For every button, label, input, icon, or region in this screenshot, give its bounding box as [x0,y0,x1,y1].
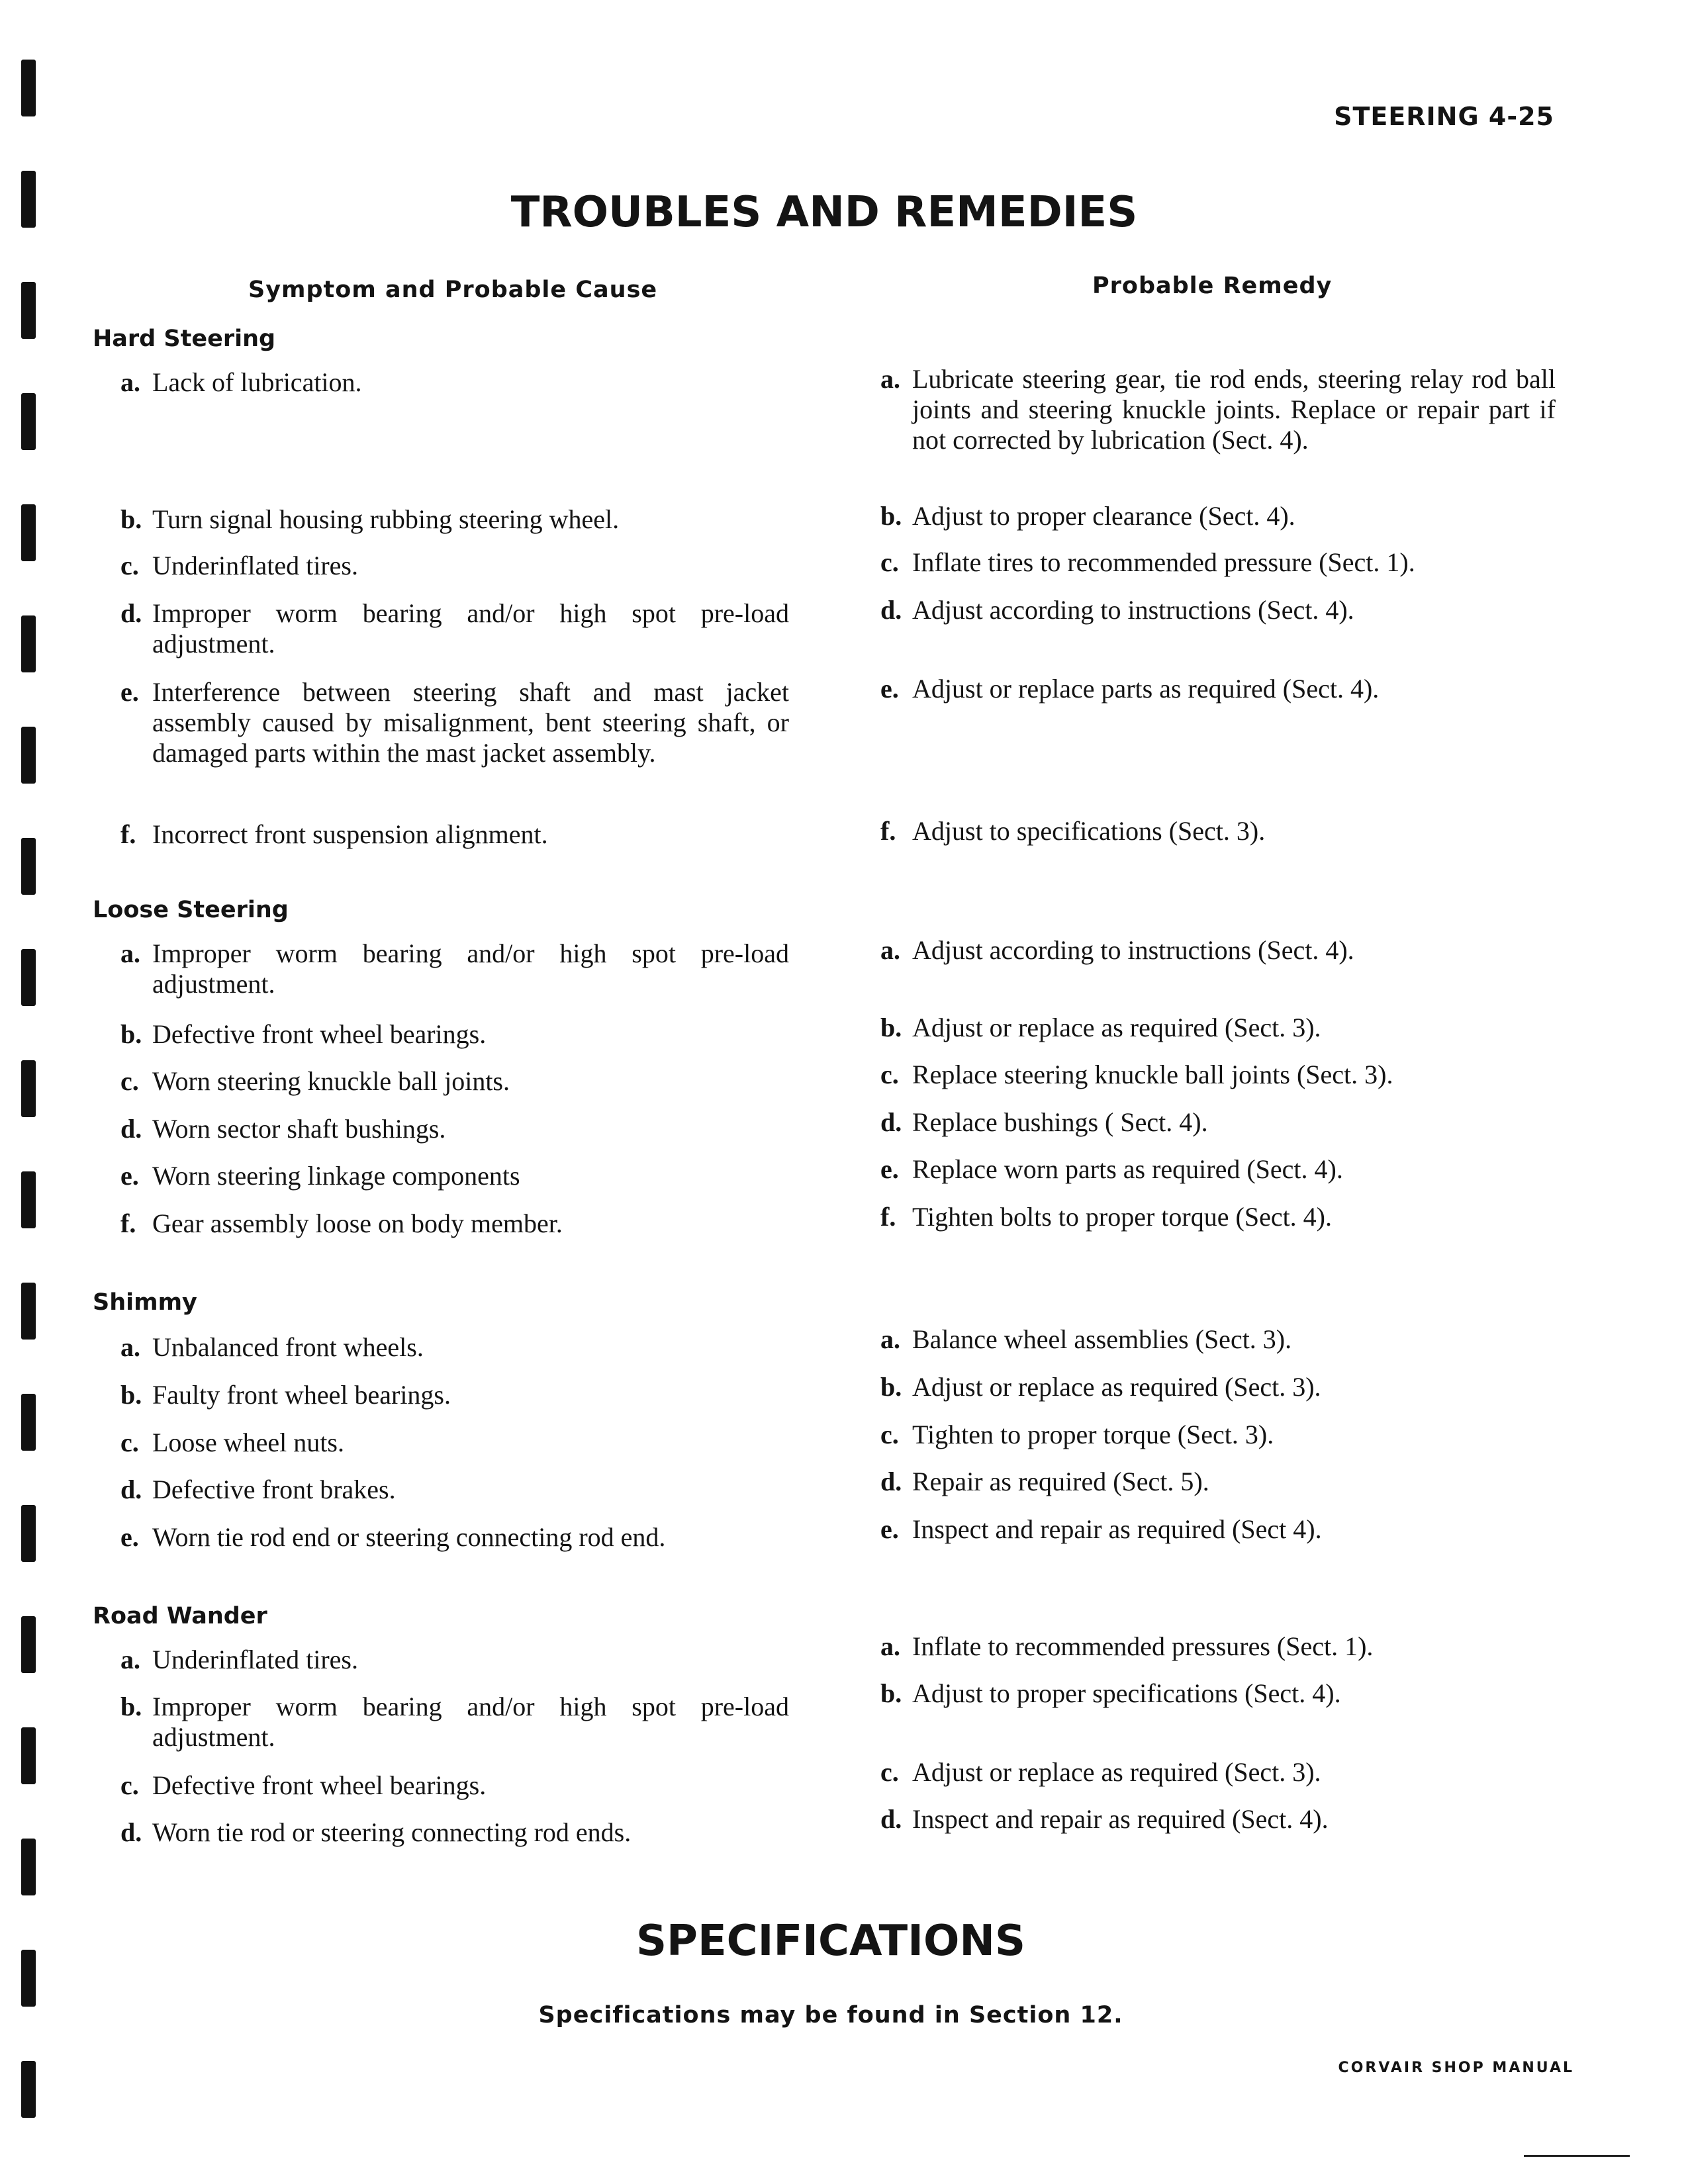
item-letter: a. [120,1332,140,1362]
cause-text: Gear assembly loose on body member. [152,1208,563,1238]
item-letter: b. [120,1692,142,1721]
item-letter: a. [880,1324,900,1354]
binding-mark [21,2061,36,2118]
cause-item [120,1380,789,1410]
remedy-text: Tighten bolts to proper torque (Sect. 4). [912,1202,1333,1232]
remedy-item [880,674,1556,704]
item-letter: f. [120,1208,136,1238]
remedy-item [880,1060,1556,1090]
cause-item [120,1019,789,1050]
cause-text: Worn tie rod end or steering connecting rod end. [152,1522,666,1552]
remedy-item [880,1631,1556,1662]
item-letter: c. [880,547,899,577]
cause-item [120,1428,789,1458]
group-title-loose-steering: Loose Steering [93,897,289,923]
cause-item [120,1114,789,1144]
item-letter: f. [120,819,136,849]
cause-item [120,1161,789,1191]
item-letter: c. [120,551,139,580]
remedy-text: Repair as required (Sect. 5). [912,1467,1209,1496]
cause-text: Underinflated tires. [152,1645,358,1674]
remedy-item [880,364,1556,455]
remedy-item [880,1804,1556,1835]
specifications-note: Specifications may be found in Section 12. [538,2002,1123,2028]
item-letter: d. [120,1114,142,1144]
specifications-title: SPECIFICATIONS [635,1917,1026,1966]
remedy-text: Tighten to proper torque (Sect. 3). [912,1420,1274,1449]
cause-text: Incorrect front suspension alignment. [152,819,548,849]
cause-text: Worn steering knuckle ball joints. [152,1066,510,1096]
item-letter: f. [880,816,896,846]
remedy-item [880,1467,1556,1497]
remedy-text: Adjust to specifications (Sect. 3). [912,816,1266,846]
group-title-hard-steering: Hard Steering [93,326,276,352]
remedy-item [880,595,1556,625]
item-letter: e. [120,1522,139,1552]
remedy-item [880,1107,1556,1138]
binding-mark [21,1060,36,1117]
cause-item [120,551,789,581]
group-title-shimmy: Shimmy [93,1289,197,1316]
remedy-item [880,1013,1556,1043]
item-letter: c. [880,1420,899,1449]
remedy-text: Adjust or replace as required (Sect. 3). [912,1757,1321,1787]
remedy-item [880,1514,1556,1545]
page-header: STEERING 4-25 [1334,102,1554,131]
remedy-text: Adjust to proper clearance (Sect. 4). [912,501,1295,531]
remedy-text: Replace bushings ( Sect. 4). [912,1107,1208,1137]
item-letter: c. [120,1428,139,1457]
cause-item [120,1332,789,1363]
item-letter: d. [120,598,142,628]
binding-mark [21,1616,36,1673]
binding-mark [21,1171,36,1228]
item-letter: e. [880,674,899,704]
remedy-text: Balance wheel assemblies (Sect. 3). [912,1324,1292,1354]
remedy-item [880,1678,1556,1709]
remedy-text: Adjust according to instructions (Sect. 4). [912,595,1354,625]
remedy-column-heading: Probable Remedy [1092,273,1333,299]
remedy-text: Replace worn parts as required (Sect. 4). [912,1154,1343,1184]
item-letter: c. [880,1757,899,1787]
cause-text: Defective front wheel bearings. [152,1019,487,1049]
remedy-item [880,1202,1556,1232]
item-letter: d. [120,1817,142,1847]
remedy-text: Inspect and repair as required (Sect 4). [912,1514,1322,1544]
item-letter: b. [120,1019,142,1049]
remedy-text: Adjust or replace as required (Sect. 3). [912,1013,1321,1042]
remedy-item [880,1154,1556,1185]
cause-item [120,1522,789,1553]
item-letter: c. [120,1770,139,1800]
remedy-text: Adjust or replace as required (Sect. 3). [912,1372,1321,1402]
cause-item [120,1692,789,1752]
binding-mark [21,393,36,450]
cause-item [120,1066,789,1097]
item-letter: b. [120,504,142,534]
binding-mark [21,1283,36,1340]
item-letter: b. [880,1013,902,1042]
item-letter: e. [120,1161,139,1191]
item-letter: b. [120,1380,142,1410]
cause-text: Loose wheel nuts. [152,1428,344,1457]
item-letter: e. [880,1514,899,1544]
cause-item [120,1475,789,1505]
item-letter: b. [880,1372,902,1402]
cause-item [120,1817,789,1848]
remedy-item [880,501,1556,531]
binding-marks [21,60,36,2172]
item-letter: d. [880,1107,902,1137]
remedy-text: Adjust or replace parts as required (Sect. 4). [912,674,1380,704]
item-letter: c. [880,1060,899,1089]
remedy-text: Adjust to proper specifications (Sect. 4). [912,1678,1341,1708]
item-letter: b. [880,501,902,531]
item-letter: a. [120,938,140,968]
remedy-item [880,1420,1556,1450]
cause-text: Worn steering linkage components [152,1161,520,1191]
cause-item [120,1770,789,1801]
footer-manual-name: CORVAIR SHOP MANUAL [1338,2060,1574,2076]
item-letter: a. [880,364,900,394]
cause-item [120,1645,789,1675]
cause-text: Interference between steering shaft and mast jacket assembly caused by misalignment, bent steering shaft, or damaged parts within the mast jacket assembly. [152,677,789,768]
item-letter: f. [880,1202,896,1232]
group-title-road-wander: Road Wander [93,1603,267,1629]
item-letter: a. [120,1645,140,1674]
remedy-item [880,1372,1556,1402]
cause-text: Faulty front wheel bearings. [152,1380,451,1410]
remedy-item [880,816,1556,846]
cause-text: Worn sector shaft bushings. [152,1114,446,1144]
item-letter: e. [880,1154,899,1184]
cause-text: Underinflated tires. [152,551,358,580]
cause-item [120,504,789,535]
binding-mark [21,1839,36,1895]
item-letter: d. [880,1804,902,1834]
cause-text: Improper worm bearing and/or high spot pre-load adjustment. [152,598,789,659]
remedy-item [880,1324,1556,1355]
cause-item [120,1208,789,1239]
item-letter: d. [120,1475,142,1504]
item-letter: d. [880,595,902,625]
binding-mark [21,838,36,895]
remedy-text: Inflate tires to recommended pressure (Sect. 1). [912,547,1415,577]
cause-text: Worn tie rod or steering connecting rod ends. [152,1817,632,1847]
remedy-text: Lubricate steering gear, tie rod ends, steering relay rod ball joints and steering knuckle joints. Replace or repair part if not corrected by lubrication (Sect. 4). [912,364,1556,455]
cause-text: Lack of lubrication. [152,367,362,397]
cause-text: Defective front brakes. [152,1475,396,1504]
item-letter: a. [880,1631,900,1661]
remedy-text: Inspect and repair as required (Sect. 4). [912,1804,1329,1834]
cause-column-heading: Symptom and Probable Cause [248,277,658,303]
page-title: TROUBLES AND REMEDIES [510,188,1138,237]
cause-text: Turn signal housing rubbing steering wheel. [152,504,620,534]
binding-mark [21,1505,36,1562]
remedy-text: Inflate to recommended pressures (Sect. 1). [912,1631,1374,1661]
binding-mark [21,504,36,561]
binding-mark [21,282,36,339]
binding-mark [21,727,36,784]
cause-text: Improper worm bearing and/or high spot pre-load adjustment. [152,1692,789,1752]
item-letter: b. [880,1678,902,1708]
cause-text: Improper worm bearing and/or high spot pre-load adjustment. [152,938,789,999]
cause-item [120,819,789,850]
item-letter: a. [880,935,900,965]
item-letter: d. [880,1467,902,1496]
binding-mark [21,60,36,116]
cause-text: Unbalanced front wheels. [152,1332,424,1362]
remedy-item [880,935,1556,966]
remedy-text: Replace steering knuckle ball joints (Sect. 3). [912,1060,1393,1089]
cause-item [120,367,789,398]
cause-text: Defective front wheel bearings. [152,1770,487,1800]
footer-rule [1524,2155,1630,2157]
binding-mark [21,1394,36,1451]
cause-item [120,938,789,999]
remedy-item [880,1757,1556,1788]
item-letter: e. [120,677,139,707]
binding-mark [21,1727,36,1784]
remedy-item [880,547,1556,578]
binding-mark [21,615,36,672]
item-letter: c. [120,1066,139,1096]
cause-item [120,598,789,659]
cause-item [120,677,789,768]
remedy-text: Adjust according to instructions (Sect. 4). [912,935,1354,965]
item-letter: a. [120,367,140,397]
binding-mark [21,949,36,1006]
